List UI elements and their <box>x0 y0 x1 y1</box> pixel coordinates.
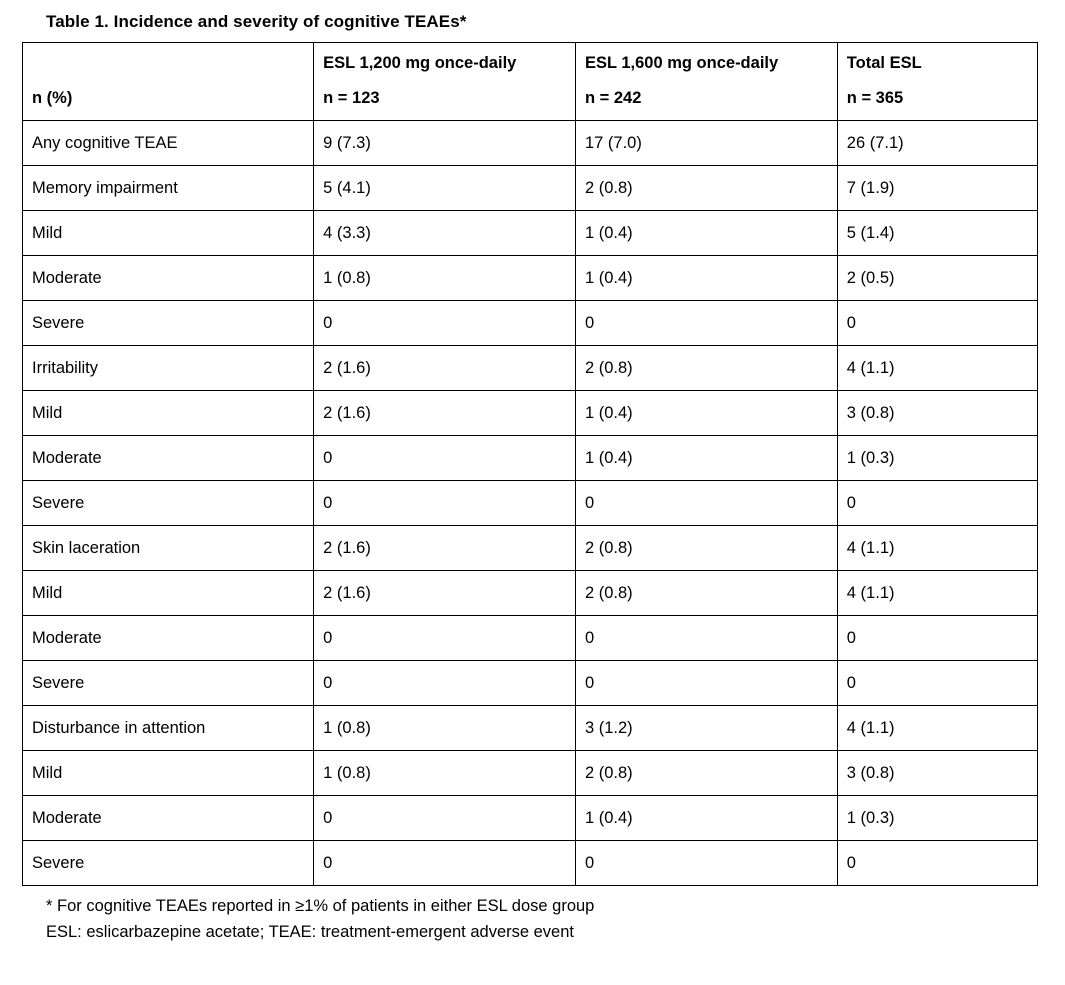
row-value-total-esl: 0 <box>837 661 1037 706</box>
row-value-esl-1600: 2 (0.8) <box>575 166 837 211</box>
row-value-esl-1200: 5 (4.1) <box>314 166 576 211</box>
row-value-total-esl: 0 <box>837 841 1037 886</box>
row-label: Memory impairment <box>23 166 314 211</box>
column-header-n: n = 242 <box>584 88 642 107</box>
row-label: Any cognitive TEAE <box>23 121 314 166</box>
row-value-total-esl: 1 (0.3) <box>837 436 1037 481</box>
column-header-total-esl <box>837 43 1037 121</box>
row-value-esl-1200: 1 (0.8) <box>314 706 576 751</box>
row-value-total-esl: 3 (0.8) <box>837 751 1037 796</box>
row-value-esl-1200: 2 (1.6) <box>314 526 576 571</box>
row-label: Moderate <box>23 436 314 481</box>
row-label: Moderate <box>23 796 314 841</box>
row-value-esl-1600: 2 (0.8) <box>575 346 837 391</box>
row-label: Severe <box>23 841 314 886</box>
row-value-total-esl: 0 <box>837 616 1037 661</box>
row-value-total-esl: 4 (1.1) <box>837 706 1037 751</box>
row-value-esl-1600: 1 (0.4) <box>575 391 837 436</box>
row-value-esl-1200: 0 <box>314 616 576 661</box>
row-value-total-esl: 26 (7.1) <box>837 121 1037 166</box>
row-label: Mild <box>23 751 314 796</box>
row-value-esl-1600: 1 (0.4) <box>575 256 837 301</box>
row-value-esl-1600: 2 (0.8) <box>575 526 837 571</box>
row-value-esl-1600: 0 <box>575 616 837 661</box>
row-value-total-esl: 5 (1.4) <box>837 211 1037 256</box>
row-value-esl-1600: 0 <box>575 661 837 706</box>
row-value-esl-1200: 2 (1.6) <box>314 571 576 616</box>
column-header-n: n = 365 <box>846 88 904 107</box>
row-value-esl-1200: 0 <box>314 841 576 886</box>
table-row <box>23 391 1038 436</box>
footnote-asterisk: * For cognitive TEAEs reported in ≥1% of patients in either ESL dose group <box>46 897 595 916</box>
row-value-total-esl: 4 (1.1) <box>837 346 1037 391</box>
table-row <box>23 121 1038 166</box>
row-value-esl-1200: 0 <box>314 481 576 526</box>
row-value-esl-1600: 3 (1.2) <box>575 706 837 751</box>
table-header-row <box>23 43 1038 121</box>
table-row <box>23 211 1038 256</box>
row-value-total-esl: 4 (1.1) <box>837 571 1037 616</box>
table-row <box>23 256 1038 301</box>
row-value-esl-1200: 0 <box>314 661 576 706</box>
table-row <box>23 751 1038 796</box>
table-row <box>23 841 1038 886</box>
column-header-esl-1200 <box>314 43 576 121</box>
row-value-esl-1600: 0 <box>575 301 837 346</box>
table-row <box>23 301 1038 346</box>
table-row <box>23 571 1038 616</box>
row-value-esl-1600: 1 (0.4) <box>575 436 837 481</box>
row-value-esl-1200: 4 (3.3) <box>314 211 576 256</box>
row-value-total-esl: 0 <box>837 301 1037 346</box>
row-value-esl-1200: 9 (7.3) <box>314 121 576 166</box>
table-footnotes <box>46 894 1065 945</box>
table-header <box>23 43 1038 121</box>
row-value-total-esl: 7 (1.9) <box>837 166 1037 211</box>
row-value-esl-1200: 1 (0.8) <box>314 256 576 301</box>
row-value-total-esl: 1 (0.3) <box>837 796 1037 841</box>
row-label: Moderate <box>23 616 314 661</box>
row-label: Mild <box>23 571 314 616</box>
row-value-esl-1600: 0 <box>575 841 837 886</box>
table-row <box>23 661 1038 706</box>
row-value-esl-1200: 2 (1.6) <box>314 346 576 391</box>
row-value-esl-1600: 2 (0.8) <box>575 751 837 796</box>
table-row <box>23 166 1038 211</box>
cognitive-teae-table <box>22 42 1038 886</box>
footnote-abbreviations: ESL: eslicarbazepine acetate; TEAE: treatment-emergent adverse event <box>46 922 574 941</box>
row-value-esl-1200: 0 <box>314 436 576 481</box>
header-spacer <box>32 67 304 88</box>
row-label: Severe <box>23 661 314 706</box>
table-row <box>23 526 1038 571</box>
table-row <box>23 796 1038 841</box>
table-row <box>23 616 1038 661</box>
table-body <box>23 121 1038 886</box>
row-value-esl-1200: 0 <box>314 301 576 346</box>
page-title: Table 1. Incidence and severity of cognitive TEAEs* <box>46 12 467 31</box>
row-value-esl-1600: 1 (0.4) <box>575 796 837 841</box>
column-header-esl-1600 <box>575 43 837 121</box>
column-header-title: Total ESL <box>846 54 922 72</box>
row-value-esl-1600: 17 (7.0) <box>575 121 837 166</box>
column-header-title: ESL 1,600 mg once-daily <box>584 54 779 72</box>
document-page <box>0 12 1065 985</box>
stub-header-label: n (%) <box>32 88 73 107</box>
row-value-esl-1600: 2 (0.8) <box>575 571 837 616</box>
column-header-stub <box>23 43 314 121</box>
table-row <box>23 436 1038 481</box>
row-value-esl-1600: 1 (0.4) <box>575 211 837 256</box>
table-row <box>23 346 1038 391</box>
row-label: Mild <box>23 391 314 436</box>
row-label: Disturbance in attention <box>23 706 314 751</box>
column-header-title: ESL 1,200 mg once-daily <box>323 54 517 72</box>
table-row <box>23 706 1038 751</box>
row-value-esl-1200: 0 <box>314 796 576 841</box>
row-label: Severe <box>23 481 314 526</box>
row-value-total-esl: 3 (0.8) <box>837 391 1037 436</box>
row-label: Severe <box>23 301 314 346</box>
row-label: Skin laceration <box>23 526 314 571</box>
row-value-total-esl: 4 (1.1) <box>837 526 1037 571</box>
row-label: Mild <box>23 211 314 256</box>
row-label: Irritability <box>23 346 314 391</box>
row-value-total-esl: 2 (0.5) <box>837 256 1037 301</box>
row-label: Moderate <box>23 256 314 301</box>
table-row <box>23 481 1038 526</box>
row-value-esl-1200: 2 (1.6) <box>314 391 576 436</box>
column-header-n: n = 123 <box>323 88 380 107</box>
row-value-total-esl: 0 <box>837 481 1037 526</box>
row-value-esl-1600: 0 <box>575 481 837 526</box>
row-value-esl-1200: 1 (0.8) <box>314 751 576 796</box>
